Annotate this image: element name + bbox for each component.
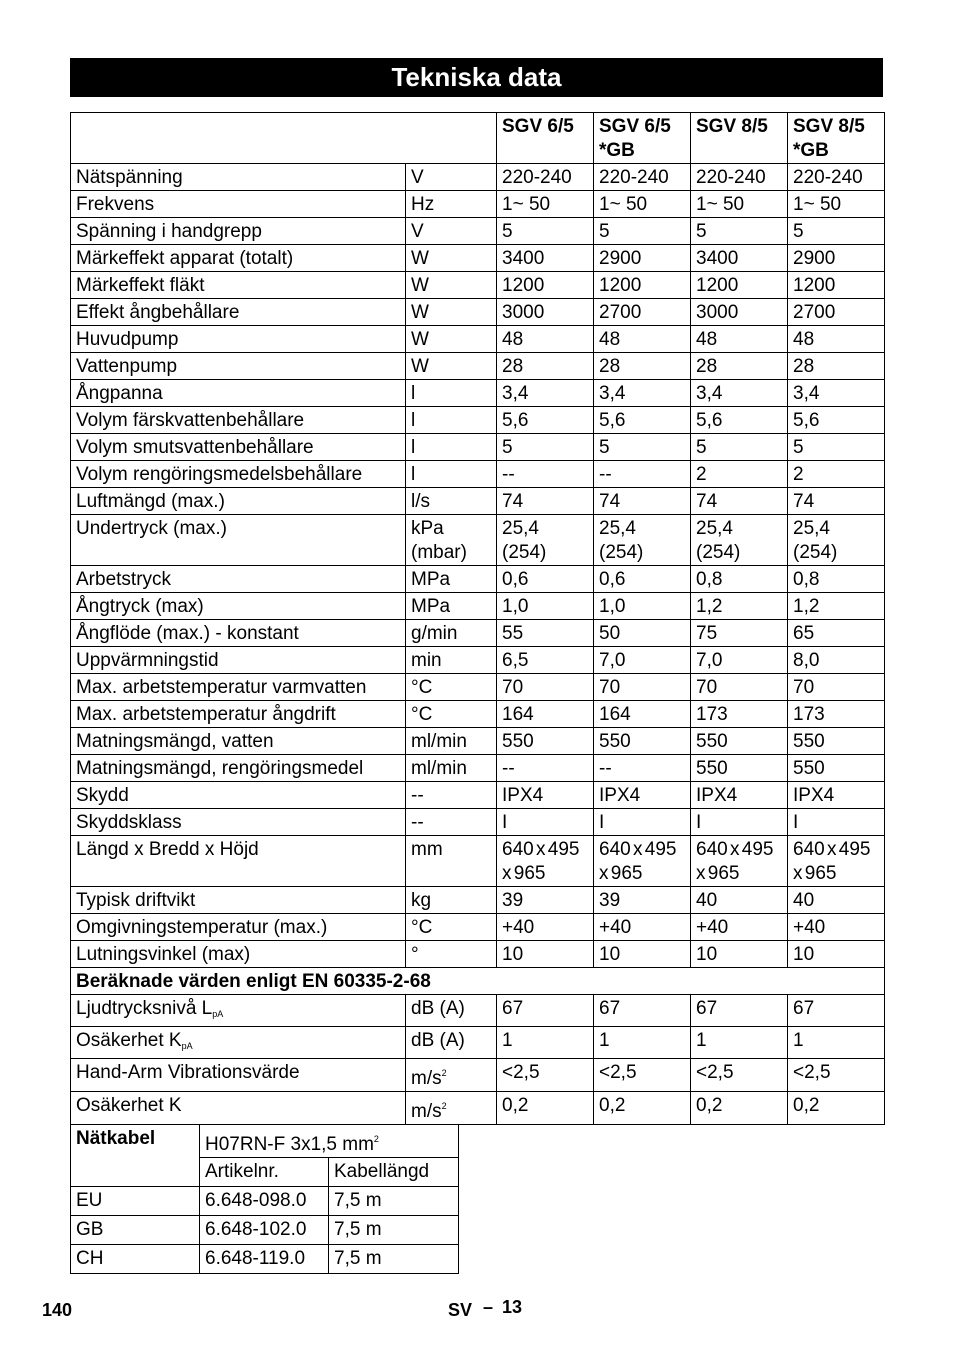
spec-row: [71, 353, 885, 380]
spec-unit: kg: [406, 887, 497, 914]
calc-value: <2,5: [691, 1059, 788, 1092]
spec-value: 5: [788, 218, 885, 245]
spec-row: [71, 941, 885, 968]
spec-label: Omgivningstemperatur (max.): [71, 914, 406, 941]
calc-value: 0,2: [594, 1092, 691, 1125]
spec-label: Uppvärmningstid: [71, 647, 406, 674]
spec-label: Skydd: [71, 782, 406, 809]
spec-value: 550: [788, 728, 885, 755]
spec-value: 3000: [691, 299, 788, 326]
spec-value: 550: [788, 755, 885, 782]
spec-row: [71, 620, 885, 647]
spec-row: [71, 782, 885, 809]
spec-value: 1~ 50: [497, 191, 594, 218]
spec-value: IPX4: [594, 782, 691, 809]
spec-row: [71, 380, 885, 407]
spec-table: [70, 112, 885, 1125]
spec-value: 550: [497, 728, 594, 755]
spec-value: 70: [788, 674, 885, 701]
calc-value: 67: [691, 995, 788, 1027]
spec-value: 48: [594, 326, 691, 353]
spec-value: 173: [788, 701, 885, 728]
spec-value: 70: [691, 674, 788, 701]
spec-row: [71, 728, 885, 755]
spec-value: I: [788, 809, 885, 836]
spec-value: 1200: [788, 272, 885, 299]
language-code: SV: [448, 1300, 473, 1320]
spec-value: +40: [594, 914, 691, 941]
calc-unit: dB (A): [406, 1027, 497, 1059]
spec-value: 74: [497, 488, 594, 515]
calc-value: 67: [594, 995, 691, 1027]
spec-value: 5,6: [691, 407, 788, 434]
calc-label: Hand-Arm Vibrationsvärde: [71, 1059, 406, 1092]
spec-value: 5: [497, 434, 594, 461]
spec-value: 640 x 495 x 965: [594, 836, 691, 887]
spec-value: 550: [691, 755, 788, 782]
spec-value: --: [594, 461, 691, 488]
spec-value: 0,6: [497, 566, 594, 593]
spec-value: IPX4: [788, 782, 885, 809]
cable-row: [71, 1187, 459, 1216]
spec-value: 40: [691, 887, 788, 914]
spec-value: 1,2: [691, 593, 788, 620]
cable-region: EU: [71, 1187, 200, 1216]
spec-label: Ångtryck (max): [71, 593, 406, 620]
spec-value: 1,0: [594, 593, 691, 620]
spec-value: 28: [788, 353, 885, 380]
spec-value: 3,4: [594, 380, 691, 407]
spec-unit: V: [406, 164, 497, 191]
spec-row: [71, 674, 885, 701]
spec-value: 220-240: [594, 164, 691, 191]
spec-value: 7,0: [691, 647, 788, 674]
spec-value: 40: [788, 887, 885, 914]
calc-label: Osäkerhet K: [71, 1092, 406, 1125]
spec-unit: l: [406, 407, 497, 434]
spec-label: Vattenpump: [71, 353, 406, 380]
spec-value: 640 x 495 x 965: [497, 836, 594, 887]
spec-value: 25,4 (254): [788, 515, 885, 566]
spec-label: Volym färskvattenbehållare: [71, 407, 406, 434]
spec-label: Ångflöde (max.) - konstant: [71, 620, 406, 647]
spec-unit: MPa: [406, 593, 497, 620]
spec-value: 10: [691, 941, 788, 968]
spec-unit: mm: [406, 836, 497, 887]
cable-header-row: [71, 1125, 459, 1158]
calc-row: [71, 995, 885, 1027]
spec-row: [71, 914, 885, 941]
spec-value: 2900: [594, 245, 691, 272]
spec-value: 173: [691, 701, 788, 728]
spec-unit: l: [406, 380, 497, 407]
spec-value: 1,2: [788, 593, 885, 620]
spec-value: 28: [691, 353, 788, 380]
spec-row: [71, 299, 885, 326]
spec-unit: W: [406, 245, 497, 272]
spec-value: 8,0: [788, 647, 885, 674]
spec-value: 2700: [594, 299, 691, 326]
calc-value: 1: [594, 1027, 691, 1059]
spec-row: [71, 701, 885, 728]
spec-value: 7,0: [594, 647, 691, 674]
spec-value: --: [497, 461, 594, 488]
spec-value: 220-240: [497, 164, 594, 191]
spec-value: 164: [594, 701, 691, 728]
calc-value: 0,2: [788, 1092, 885, 1125]
spec-value: 48: [691, 326, 788, 353]
cable-article: 6.648-098.0: [200, 1187, 329, 1216]
spec-value: 39: [594, 887, 691, 914]
spec-value: 39: [497, 887, 594, 914]
cable-row: [71, 1216, 459, 1245]
spec-value: +40: [497, 914, 594, 941]
section-title: Beräknade värden enligt EN 60335-2-68: [71, 968, 885, 995]
spec-value: 25,4 (254): [594, 515, 691, 566]
model-header: SGV 8/5: [691, 113, 788, 164]
spec-row: [71, 461, 885, 488]
spec-value: +40: [691, 914, 788, 941]
spec-value: 70: [497, 674, 594, 701]
spec-unit: °C: [406, 914, 497, 941]
spec-unit: l: [406, 461, 497, 488]
calc-row: [71, 1027, 885, 1059]
spec-value: 1200: [594, 272, 691, 299]
calc-unit: $m/s^2$: [406, 1092, 497, 1125]
spec-value: 75: [691, 620, 788, 647]
calc-label: Ljudtrycksnivå $L_{pA}$: [71, 995, 406, 1027]
calc-label: Osäkerhet $K_{pA}$: [71, 1027, 406, 1059]
spec-label: Lutningsvinkel (max): [71, 941, 406, 968]
spec-value: 5: [594, 434, 691, 461]
model-header: SGV 8/5 *GB: [788, 113, 885, 164]
spec-value: IPX4: [497, 782, 594, 809]
spec-value: 25,4 (254): [691, 515, 788, 566]
spec-value: 48: [497, 326, 594, 353]
spec-row: [71, 245, 885, 272]
spec-value: 10: [594, 941, 691, 968]
spec-label: Längd x Bredd x Höjd: [71, 836, 406, 887]
spec-value: 5: [788, 434, 885, 461]
calc-unit: dB (A): [406, 995, 497, 1027]
cable-length: 7,5 m: [329, 1216, 459, 1245]
calc-value: <2,5: [788, 1059, 885, 1092]
spec-row: [71, 593, 885, 620]
spec-unit: ml/min: [406, 755, 497, 782]
calc-value: 0,2: [691, 1092, 788, 1125]
spec-unit: Hz: [406, 191, 497, 218]
spec-unit: min: [406, 647, 497, 674]
spec-row: [71, 164, 885, 191]
calc-value: 1: [497, 1027, 594, 1059]
spec-value: 1,0: [497, 593, 594, 620]
spec-unit: --: [406, 809, 497, 836]
spec-label: Typisk driftvikt: [71, 887, 406, 914]
page-title: Tekniska data: [70, 58, 883, 97]
spec-value: 164: [497, 701, 594, 728]
spec-label: Max. arbetstemperatur ångdrift: [71, 701, 406, 728]
spec-value: 5: [594, 218, 691, 245]
spec-value: 2: [788, 461, 885, 488]
calc-row: [71, 1059, 885, 1092]
spec-value: 74: [691, 488, 788, 515]
model-header: SGV 6/5: [497, 113, 594, 164]
spec-label: Skyddsklass: [71, 809, 406, 836]
spec-value: I: [594, 809, 691, 836]
spec-value: 25,4 (254): [497, 515, 594, 566]
spec-value: 0,6: [594, 566, 691, 593]
model-header-row: [71, 113, 885, 164]
calc-value: 67: [497, 995, 594, 1027]
spec-unit: °C: [406, 701, 497, 728]
spec-unit: °: [406, 941, 497, 968]
spec-row: [71, 272, 885, 299]
spec-unit: kPa (mbar): [406, 515, 497, 566]
spec-value: 550: [691, 728, 788, 755]
cable-article: 6.648-119.0: [200, 1245, 329, 1274]
spec-unit: W: [406, 326, 497, 353]
calc-value: <2,5: [594, 1059, 691, 1092]
spec-row: [71, 191, 885, 218]
spec-label: Matningsmängd, rengöringsmedel: [71, 755, 406, 782]
spec-value: IPX4: [691, 782, 788, 809]
spec-value: I: [691, 809, 788, 836]
spec-value: 1200: [691, 272, 788, 299]
spec-label: Märkeffekt apparat (totalt): [71, 245, 406, 272]
spec-unit: V: [406, 218, 497, 245]
spec-value: 0,8: [691, 566, 788, 593]
spec-row: [71, 647, 885, 674]
calc-row: [71, 1092, 885, 1125]
spec-row: [71, 326, 885, 353]
spec-value: 28: [497, 353, 594, 380]
header-empty: [71, 113, 497, 164]
spec-label: Ångpanna: [71, 380, 406, 407]
spec-value: 5,6: [497, 407, 594, 434]
spec-unit: MPa: [406, 566, 497, 593]
spec-value: 2: [691, 461, 788, 488]
spec-row: [71, 407, 885, 434]
spec-label: Volym rengöringsmedelsbehållare: [71, 461, 406, 488]
cable-length: 7,5 m: [329, 1187, 459, 1216]
spec-value: 2900: [788, 245, 885, 272]
spec-value: 3,4: [497, 380, 594, 407]
spec-unit: l: [406, 434, 497, 461]
spec-value: 220-240: [788, 164, 885, 191]
spec-value: 640 x 495 x 965: [691, 836, 788, 887]
spec-value: 1~ 50: [594, 191, 691, 218]
calc-value: <2,5: [497, 1059, 594, 1092]
spec-unit: g/min: [406, 620, 497, 647]
spec-value: 0,8: [788, 566, 885, 593]
spec-value: 6,5: [497, 647, 594, 674]
spec-value: --: [497, 755, 594, 782]
spec-value: 3400: [691, 245, 788, 272]
spec-value: 220-240: [691, 164, 788, 191]
spec-value: 50: [594, 620, 691, 647]
cable-region: CH: [71, 1245, 200, 1274]
spec-value: 5,6: [594, 407, 691, 434]
spec-value: 70: [594, 674, 691, 701]
cable-article: 6.648-102.0: [200, 1216, 329, 1245]
spec-value: 55: [497, 620, 594, 647]
spec-label: Max. arbetstemperatur varmvatten: [71, 674, 406, 701]
section-row: [71, 968, 885, 995]
calc-value: 1: [788, 1027, 885, 1059]
spec-value: 550: [594, 728, 691, 755]
spec-row: [71, 809, 885, 836]
spec-label: Effekt ångbehållare: [71, 299, 406, 326]
spec-unit: °C: [406, 674, 497, 701]
spec-row: [71, 218, 885, 245]
spec-value: 3000: [497, 299, 594, 326]
calc-value: 1: [691, 1027, 788, 1059]
spec-value: 65: [788, 620, 885, 647]
spec-label: Huvudpump: [71, 326, 406, 353]
spec-row: [71, 755, 885, 782]
spec-value: 48: [788, 326, 885, 353]
spec-value: 640 x 495 x 965: [788, 836, 885, 887]
spec-row: [71, 887, 885, 914]
spec-value: 74: [594, 488, 691, 515]
spec-label: Nätspänning: [71, 164, 406, 191]
cable-type: H07RN-F 3x1,5 $mm^2$: [200, 1125, 459, 1158]
spec-value: 5: [691, 218, 788, 245]
spec-value: --: [594, 755, 691, 782]
spec-row: [71, 434, 885, 461]
spec-value: 3400: [497, 245, 594, 272]
spec-value: 1~ 50: [691, 191, 788, 218]
spec-label: Undertryck (max.): [71, 515, 406, 566]
spec-label: Frekvens: [71, 191, 406, 218]
spec-label: Spänning i handgrepp: [71, 218, 406, 245]
spec-unit: l/s: [406, 488, 497, 515]
spec-label: Luftmängd (max.): [71, 488, 406, 515]
spec-row: [71, 488, 885, 515]
spec-value: 5: [497, 218, 594, 245]
spec-value: 28: [594, 353, 691, 380]
spec-unit: --: [406, 782, 497, 809]
spec-value: 74: [788, 488, 885, 515]
calc-value: 0,2: [497, 1092, 594, 1125]
spec-unit: W: [406, 299, 497, 326]
spec-label: Arbetstryck: [71, 566, 406, 593]
model-header: SGV 6/5 *GB: [594, 113, 691, 164]
spec-unit: ml/min: [406, 728, 497, 755]
spec-unit: W: [406, 272, 497, 299]
cable-label: Nätkabel: [71, 1125, 200, 1187]
spec-value: 2700: [788, 299, 885, 326]
spec-value: 1~ 50: [788, 191, 885, 218]
spec-label: Matningsmängd, vatten: [71, 728, 406, 755]
calc-value: 67: [788, 995, 885, 1027]
spec-value: 3,4: [691, 380, 788, 407]
spec-value: 10: [497, 941, 594, 968]
cable-length: 7,5 m: [329, 1245, 459, 1274]
spec-value: 1200: [497, 272, 594, 299]
spec-label: Märkeffekt fläkt: [71, 272, 406, 299]
calc-unit: $m/s^2$: [406, 1059, 497, 1092]
spec-unit: W: [406, 353, 497, 380]
spec-value: +40: [788, 914, 885, 941]
cable-row: [71, 1245, 459, 1274]
spec-value: 5,6: [788, 407, 885, 434]
spec-row: [71, 515, 885, 566]
spec-label: Volym smutsvattenbehållare: [71, 434, 406, 461]
spec-row: [71, 836, 885, 887]
spec-value: 3,4: [788, 380, 885, 407]
spec-row: [71, 566, 885, 593]
spec-value: 5: [691, 434, 788, 461]
page-number-left: 140: [42, 1300, 73, 1320]
footer-dash: –: [483, 1297, 494, 1317]
page-number-right: 13: [502, 1297, 523, 1317]
cable-region: GB: [71, 1216, 200, 1245]
cable-col-article: Artikelnr.: [200, 1158, 329, 1187]
spec-value: 10: [788, 941, 885, 968]
cable-table: [70, 1124, 459, 1274]
spec-value: I: [497, 809, 594, 836]
cable-col-length: Kabellängd: [329, 1158, 459, 1187]
